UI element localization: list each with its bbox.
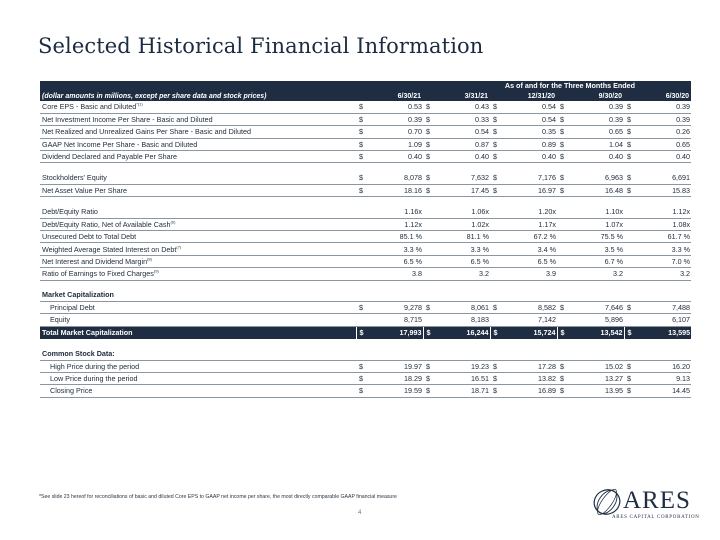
row-label (40, 126, 356, 138)
row-label (40, 243, 356, 255)
value-cell: 0.33 (435, 113, 490, 125)
value-cell: 15.83 (636, 184, 691, 196)
row-label-text: High Price during the period (50, 361, 140, 371)
value-cell: 0.54 (502, 113, 557, 125)
dollar-sign: $ (423, 126, 435, 138)
row-label-text: Net Investment Income Per Share - Basic and Diluted (42, 114, 213, 124)
value-cell: 0.26 (636, 126, 691, 138)
table-row (40, 385, 691, 397)
value-cell: 0.39 (569, 101, 624, 113)
row-label (40, 113, 356, 125)
footnote-marker: *(1) (136, 101, 143, 107)
value-cell: 1.04 (569, 138, 624, 150)
value-cell: 81.1 % (435, 231, 490, 243)
dollar-sign: $ (624, 172, 636, 184)
dollar-sign: $ (490, 326, 502, 338)
table-row (40, 231, 691, 243)
dollar-sign: $ (490, 360, 502, 372)
spacer-row (40, 339, 691, 348)
dollar-sign: $ (490, 172, 502, 184)
value-cell: 16.48 (569, 184, 624, 196)
footnote-marker: (8) (147, 256, 152, 262)
dollar-sign (423, 206, 435, 218)
dollar-sign (624, 231, 636, 243)
dollar-sign (624, 206, 636, 218)
value-cell: 7,176 (502, 172, 557, 184)
row-label-text: Ratio of Earnings to Fixed Charges (42, 269, 154, 279)
value-cell: 18.71 (435, 385, 490, 397)
spacer-cell (40, 197, 691, 206)
value-cell: 9,278 (368, 301, 423, 313)
dollar-sign (356, 268, 368, 280)
table-header-row (40, 91, 691, 101)
dollar-sign: $ (557, 126, 569, 138)
value-cell: 1.06x (435, 206, 490, 218)
row-label (40, 101, 356, 113)
dollar-sign: $ (490, 113, 502, 125)
value-cell: 0.35 (502, 126, 557, 138)
total-label: Total Market Capitalization (40, 326, 356, 338)
value-cell: 0.65 (569, 126, 624, 138)
dollar-sign (490, 314, 502, 326)
value-cell: 1.20x (502, 206, 557, 218)
value-cell: 6.7 % (569, 255, 624, 267)
table-row (40, 255, 691, 267)
value-cell: 16.89 (502, 385, 557, 397)
table-row (40, 151, 691, 163)
dollar-sign: $ (624, 372, 636, 384)
dollar-sign: $ (356, 172, 368, 184)
row-label-text: Weighted Average Stated Interest on Debt (42, 244, 177, 254)
spacer-row (40, 197, 691, 206)
dollar-sign: $ (557, 184, 569, 196)
value-cell: 3.2 (636, 268, 691, 280)
spacer-row (40, 163, 691, 172)
row-label (40, 218, 356, 230)
dollar-sign: $ (490, 184, 502, 196)
dollar-sign (356, 243, 368, 255)
units-note: (dollar amounts in millions, except per share data and stock prices) (40, 91, 356, 101)
dollar-sign (423, 243, 435, 255)
dollar-sign: $ (557, 172, 569, 184)
table-row (40, 372, 691, 384)
dollar-sign (490, 268, 502, 280)
dollar-sign: $ (557, 326, 569, 338)
dollar-sign: $ (356, 301, 368, 313)
value-cell: 1.12x (368, 218, 423, 230)
value-cell: 8,183 (435, 314, 490, 326)
value-cell: 3.3 % (368, 243, 423, 255)
row-label (40, 268, 356, 280)
row-label (40, 314, 356, 326)
table-row (40, 101, 691, 113)
dollar-sign (557, 255, 569, 267)
section-heading-row (40, 289, 691, 301)
dollar-sign: $ (624, 151, 636, 163)
row-label-text: Unsecured Debt to Total Debt (42, 232, 137, 242)
period-label: 6/30/20 (624, 91, 691, 101)
dollar-sign: $ (423, 326, 435, 338)
value-cell: 16.97 (502, 184, 557, 196)
value-cell: 0.70 (368, 126, 423, 138)
page-title: Selected Historical Financial Information (38, 34, 484, 58)
dollar-sign: $ (356, 360, 368, 372)
dollar-sign: $ (423, 301, 435, 313)
total-value: 13,542 (569, 326, 624, 338)
dollar-sign (423, 231, 435, 243)
value-cell: 1.02x (435, 218, 490, 230)
table-row (40, 184, 691, 196)
value-cell: 3.4 % (502, 243, 557, 255)
row-label-text: Dividend Declared and Payable Per Share (42, 152, 178, 162)
dollar-sign (423, 268, 435, 280)
dollar-sign: $ (356, 385, 368, 397)
value-cell: 16.20 (636, 360, 691, 372)
value-cell: 6,107 (636, 314, 691, 326)
row-label-text: Core EPS - Basic and Diluted (42, 102, 137, 112)
period-header: As of and for the Three Months Ended (356, 81, 691, 91)
value-cell: 3.5 % (569, 243, 624, 255)
dollar-sign (557, 268, 569, 280)
row-label-text: Net Realized and Unrealized Gains Per Share - Basic and Diluted (42, 127, 251, 137)
total-value: 15,724 (502, 326, 557, 338)
total-row (40, 326, 691, 338)
dollar-sign: $ (423, 372, 435, 384)
period-label: 9/30/20 (557, 91, 624, 101)
dollar-sign: $ (490, 126, 502, 138)
row-label (40, 360, 356, 372)
value-cell: 8,078 (368, 172, 423, 184)
row-label-text: Equity (50, 315, 70, 325)
table-row (40, 113, 691, 125)
value-cell: 0.54 (435, 126, 490, 138)
dollar-sign: $ (624, 301, 636, 313)
dollar-sign: $ (557, 372, 569, 384)
row-label (40, 231, 356, 243)
value-cell: 6.5 % (502, 255, 557, 267)
dollar-sign (624, 255, 636, 267)
value-cell: 0.65 (636, 138, 691, 150)
logo-wordmark: ARES (623, 487, 691, 514)
financial-table (40, 81, 691, 398)
dollar-sign: $ (624, 184, 636, 196)
dollar-sign: $ (423, 172, 435, 184)
dollar-sign: $ (490, 138, 502, 150)
table-row (40, 138, 691, 150)
value-cell: 6.5 % (435, 255, 490, 267)
dollar-sign (356, 255, 368, 267)
dollar-sign (557, 243, 569, 255)
dollar-sign (423, 218, 435, 230)
value-cell: 0.40 (569, 151, 624, 163)
value-cell: 19.23 (435, 360, 490, 372)
table-header-row (40, 81, 691, 91)
dollar-sign: $ (624, 101, 636, 113)
dollar-sign: $ (490, 301, 502, 313)
value-cell: 16.51 (435, 372, 490, 384)
dollar-sign: $ (557, 151, 569, 163)
value-cell: 15.02 (569, 360, 624, 372)
value-cell: 5,896 (569, 314, 624, 326)
dollar-sign: $ (490, 372, 502, 384)
row-label (40, 301, 356, 313)
dollar-sign (624, 268, 636, 280)
dollar-sign: $ (557, 301, 569, 313)
dollar-sign (557, 218, 569, 230)
dollar-sign (624, 243, 636, 255)
page-number: 4 (358, 510, 362, 516)
dollar-sign: $ (557, 101, 569, 113)
dollar-sign (624, 314, 636, 326)
row-label-text: Principal Debt (50, 303, 95, 313)
value-cell: 0.40 (636, 151, 691, 163)
table-row (40, 301, 691, 313)
value-cell: 13.82 (502, 372, 557, 384)
value-cell: 0.39 (636, 113, 691, 125)
value-cell: 3.2 (435, 268, 490, 280)
value-cell: 9.13 (636, 372, 691, 384)
value-cell: 1.17x (502, 218, 557, 230)
dollar-sign (557, 231, 569, 243)
dollar-sign: $ (423, 184, 435, 196)
ares-logo (590, 486, 700, 522)
value-cell: 61.7 % (636, 231, 691, 243)
value-cell: 0.40 (502, 151, 557, 163)
value-cell: 0.53 (368, 101, 423, 113)
row-label (40, 255, 356, 267)
dollar-sign: $ (624, 126, 636, 138)
value-cell: 14.45 (636, 385, 691, 397)
value-cell: 0.39 (569, 113, 624, 125)
table-row (40, 218, 691, 230)
dollar-sign: $ (423, 151, 435, 163)
value-cell: 0.39 (636, 101, 691, 113)
value-cell: 18.29 (368, 372, 423, 384)
dollar-sign: $ (356, 138, 368, 150)
logo-subtitle: ARES CAPITAL CORPORATION (612, 515, 700, 520)
dollar-sign (490, 231, 502, 243)
row-label (40, 138, 356, 150)
value-cell: 1.07x (569, 218, 624, 230)
table-row (40, 314, 691, 326)
row-label (40, 172, 356, 184)
dollar-sign: $ (557, 360, 569, 372)
section-heading-fill (356, 289, 691, 301)
value-cell: 13.27 (569, 372, 624, 384)
row-label-text: Closing Price (50, 386, 93, 396)
footnote: *See slide 23 hereof for reconciliations of basic and diluted Core EPS to GAAP net income per share, the most directly comparable GAAP financial measure (39, 494, 397, 500)
dollar-sign: $ (356, 126, 368, 138)
table-row (40, 360, 691, 372)
footnote-marker: (6) (170, 219, 176, 225)
value-cell: 7,646 (569, 301, 624, 313)
value-cell: 8,582 (502, 301, 557, 313)
value-cell: 13.95 (569, 385, 624, 397)
value-cell: 19.97 (368, 360, 423, 372)
value-cell: 3.2 (569, 268, 624, 280)
table-row (40, 172, 691, 184)
row-label-text: Stockholders' Equity (42, 173, 107, 183)
value-cell: 1.12x (636, 206, 691, 218)
value-cell: 0.54 (502, 101, 557, 113)
row-label (40, 372, 356, 384)
dollar-sign: $ (624, 385, 636, 397)
dollar-sign (423, 255, 435, 267)
dollar-sign: $ (423, 113, 435, 125)
dollar-sign: $ (356, 184, 368, 196)
value-cell: 19.59 (368, 385, 423, 397)
section-heading-row (40, 348, 691, 360)
dollar-sign: $ (356, 326, 368, 338)
value-cell: 0.40 (368, 151, 423, 163)
dollar-sign: $ (490, 151, 502, 163)
row-label-text: Net Asset Value Per Share (42, 185, 127, 195)
value-cell: 67.2 % (502, 231, 557, 243)
value-cell: 1.09 (368, 138, 423, 150)
value-cell: 85.1 % (368, 231, 423, 243)
dollar-sign (557, 314, 569, 326)
dollar-sign (557, 206, 569, 218)
value-cell: 7,632 (435, 172, 490, 184)
value-cell: 8,715 (368, 314, 423, 326)
total-value: 17,993 (368, 326, 423, 338)
row-label-text: Net Interest and Dividend Margin (42, 256, 148, 266)
row-label (40, 151, 356, 163)
dollar-sign: $ (490, 101, 502, 113)
dollar-sign: $ (356, 113, 368, 125)
value-cell: 3.3 % (636, 243, 691, 255)
value-cell: 0.87 (435, 138, 490, 150)
total-value: 16,244 (435, 326, 490, 338)
value-cell: 1.10x (569, 206, 624, 218)
dollar-sign (624, 218, 636, 230)
value-cell: 18.16 (368, 184, 423, 196)
value-cell: 6,691 (636, 172, 691, 184)
total-value: 13,595 (636, 326, 691, 338)
section-heading: Market Capitalization (40, 289, 356, 301)
row-label (40, 385, 356, 397)
row-label (40, 206, 356, 218)
value-cell: 6.5 % (368, 255, 423, 267)
table-row (40, 243, 691, 255)
value-cell: 1.16x (368, 206, 423, 218)
dollar-sign: $ (356, 372, 368, 384)
value-cell: 7,488 (636, 301, 691, 313)
row-label-text: GAAP Net Income Per Share - Basic and Diluted (42, 139, 198, 149)
dollar-sign (356, 206, 368, 218)
dollar-sign (356, 314, 368, 326)
spacer-cell (40, 339, 691, 348)
dollar-sign: $ (356, 151, 368, 163)
value-cell: 3.9 (502, 268, 557, 280)
header-spacer (40, 81, 356, 91)
value-cell: 8,061 (435, 301, 490, 313)
value-cell: 17.28 (502, 360, 557, 372)
row-label-text: Low Price during the period (50, 374, 138, 384)
table-row (40, 268, 691, 280)
dollar-sign: $ (423, 360, 435, 372)
value-cell: 6,963 (569, 172, 624, 184)
value-cell: 3.3 % (435, 243, 490, 255)
dollar-sign: $ (624, 326, 636, 338)
value-cell: 17.45 (435, 184, 490, 196)
value-cell: 75.5 % (569, 231, 624, 243)
value-cell: 3.8 (368, 268, 423, 280)
dollar-sign: $ (557, 138, 569, 150)
period-label: 6/30/21 (356, 91, 423, 101)
dollar-sign (490, 206, 502, 218)
period-label: 3/31/21 (423, 91, 490, 101)
section-heading: Common Stock Data: (40, 348, 356, 360)
dollar-sign: $ (356, 101, 368, 113)
spacer-cell (40, 280, 691, 289)
row-label-text: Debt/Equity Ratio (42, 207, 98, 217)
dollar-sign (490, 218, 502, 230)
dollar-sign: $ (624, 360, 636, 372)
value-cell: 1.08x (636, 218, 691, 230)
dollar-sign (423, 314, 435, 326)
table-row (40, 206, 691, 218)
value-cell: 7,142 (502, 314, 557, 326)
period-label: 12/31/20 (490, 91, 557, 101)
spacer-cell (40, 163, 691, 172)
value-cell: 0.39 (368, 113, 423, 125)
dollar-sign: $ (557, 113, 569, 125)
footnote-marker: (7) (176, 244, 182, 250)
row-label (40, 184, 356, 196)
dollar-sign: $ (624, 113, 636, 125)
value-cell: 0.43 (435, 101, 490, 113)
section-heading-fill (356, 348, 691, 360)
dollar-sign (490, 255, 502, 267)
footnote-marker: (9) (153, 268, 159, 274)
dollar-sign: $ (423, 101, 435, 113)
dollar-sign (490, 243, 502, 255)
dollar-sign (356, 231, 368, 243)
dollar-sign (356, 218, 368, 230)
dollar-sign: $ (423, 138, 435, 150)
dollar-sign: $ (557, 385, 569, 397)
dollar-sign: $ (423, 385, 435, 397)
value-cell: 0.40 (435, 151, 490, 163)
spacer-row (40, 280, 691, 289)
value-cell: 7.0 % (636, 255, 691, 267)
dollar-sign: $ (624, 138, 636, 150)
row-label-text: Debt/Equity Ratio, Net of Available Cash (42, 219, 171, 229)
table-row (40, 126, 691, 138)
dollar-sign: $ (490, 385, 502, 397)
value-cell: 0.89 (502, 138, 557, 150)
